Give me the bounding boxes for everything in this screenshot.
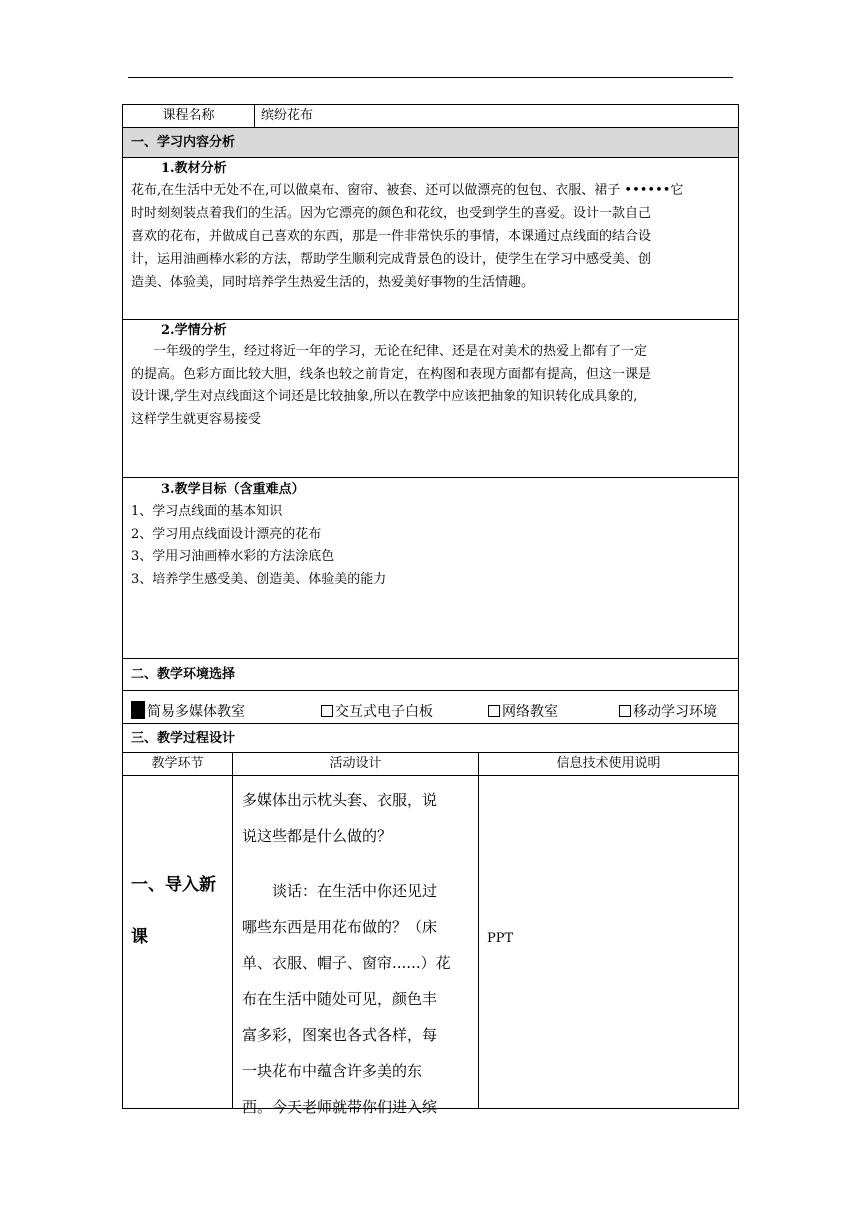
teaching-goals [122, 478, 739, 659]
activity-design: 多媒体出示枕头套、衣服，说 说这些都是什么做的？ 谈话：在生活中你还见过 哪些东西是用花布做的？（床 单、衣服、帽子、窗帘......）花 布在生活中随处可见，颜色丰 富多彩，图案也各式各样，每 一块花布中蕴含许多美的东 西。今天老师就带你们进入缤 [242, 791, 451, 1116]
materials-line: 造美、体验美，同时培养学生热爱生活的，热爱美好事物的生活情趣。 [131, 275, 535, 290]
stage-name: 一、导入新 课 [131, 875, 216, 947]
goal-item: 3、培养学生感受美、创造美、体验美的能力 [131, 571, 387, 587]
students-line: 一年级的学生，经过将近一年的学习，无论在纪律、还是在对美术的热爱上都有了一定 [153, 344, 648, 359]
env-option-whiteboard[interactable]: 交互式电子白板 [321, 701, 433, 721]
section2-title: 二、教学环境选择 [131, 667, 236, 682]
tech-usage: PPT [487, 931, 514, 946]
environment-options [122, 691, 739, 724]
goals-heading: 3.教学目标（含重难点） [161, 482, 305, 497]
section1-title: 一、学习内容分析 [131, 135, 236, 150]
header-rule [128, 77, 733, 78]
materials-line: 时时刻刻装点着我们的生活。因为它漂亮的颜色和花纹，也受到学生的喜爱。设计一款自己 [131, 206, 652, 221]
course-name-label: 课程名称 [162, 108, 215, 123]
section3-title: 三、教学过程设计 [131, 731, 236, 746]
student-analysis [122, 320, 739, 478]
process-row-intro [122, 776, 739, 1116]
course-name-value: 缤纷花布 [261, 108, 314, 123]
students-line: 设计课,学生对点线面这个词还是比较抽象,所以在教学中应该把抽象的知识转化成具象的, [131, 389, 638, 404]
goal-item: 3、学用习油画棒水彩的方法涂底色 [131, 549, 335, 564]
materials-line: 花布,在生活中无处不在,可以做桌布、窗帘、被套、还可以做漂亮的包包、衣服、裙子 ••••••它 [131, 183, 684, 198]
materials-line: 计，运用油画棒水彩的方法，帮助学生顺利完成背景色的设计，使学生在学习中感受美、创 [131, 252, 652, 267]
checkbox-icon[interactable] [619, 705, 631, 717]
checkbox-icon[interactable] [488, 705, 500, 717]
section1-header [122, 128, 739, 158]
section3-header [122, 724, 739, 753]
env-option-multimedia[interactable]: 简易多媒体教室 [131, 701, 245, 721]
materials-line: 喜欢的花布，并做成自己喜欢的东西，那是一件非常快乐的事情，本课通过点线面的结合设 [131, 229, 652, 244]
students-line: 这样学生就更容易接受 [131, 411, 262, 427]
lesson-plan-table [122, 104, 739, 1116]
materials-heading: 1.教材分析 [161, 161, 227, 176]
process-table-header [122, 753, 739, 776]
section2-header [122, 659, 739, 691]
col-header-tech: 信息技术使用说明 [556, 756, 661, 771]
checkbox-checked-icon[interactable] [131, 701, 145, 719]
goal-item: 2、学习用点线面设计漂亮的花布 [131, 526, 322, 542]
col-header-stage: 教学环节 [151, 756, 204, 771]
course-name-row [122, 104, 739, 128]
env-option-mobile[interactable]: 移动学习环境 [619, 701, 717, 721]
materials-analysis [122, 158, 739, 320]
students-line: 的提高。色彩方面比较大胆，线条也较之前肯定，在构图和表现方面都有提高，但这一课是 [131, 366, 652, 382]
env-option-network[interactable]: 网络教室 [488, 701, 558, 721]
goal-item: 1、学习点线面的基本知识 [131, 504, 283, 519]
students-heading: 2.学情分析 [161, 323, 227, 338]
checkbox-icon[interactable] [321, 705, 333, 717]
col-header-activity: 活动设计 [329, 756, 382, 771]
